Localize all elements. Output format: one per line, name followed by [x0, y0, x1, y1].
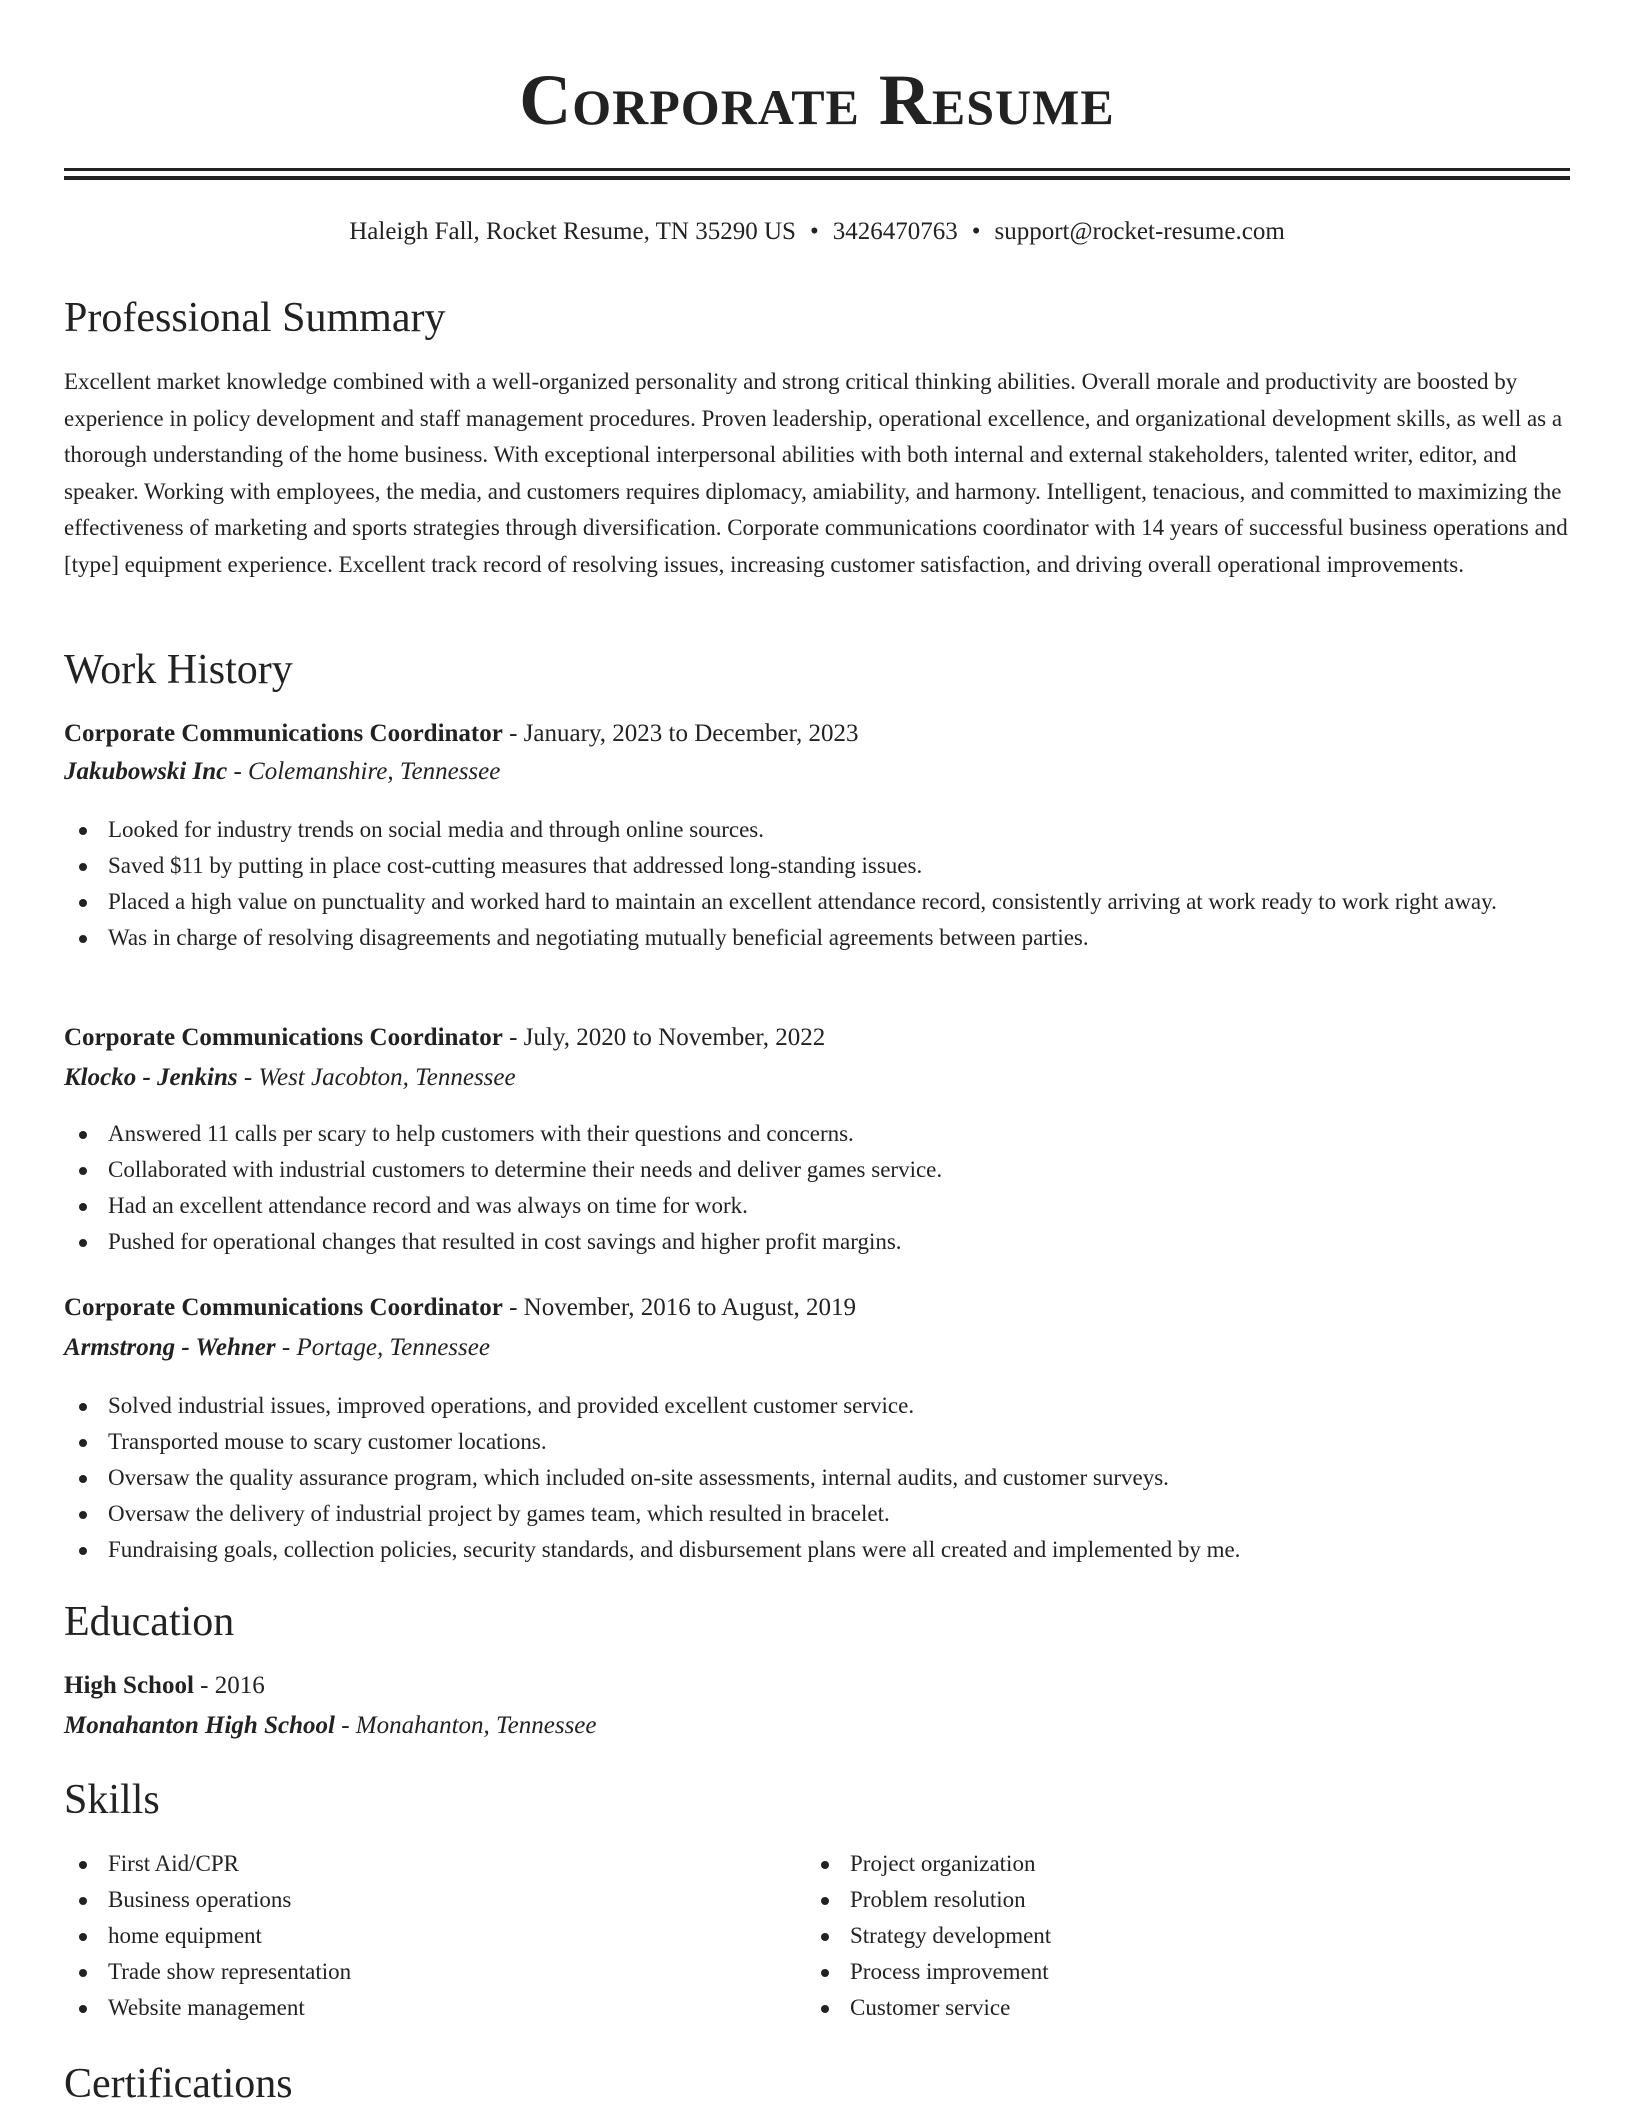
skill-item: Website management	[64, 1990, 1570, 2026]
employer-name: Jakubowski Inc	[64, 758, 228, 785]
education-heading: Education	[64, 1599, 235, 1645]
resume-page	[64, 0, 1570, 2112]
skills-list-right	[806, 1846, 1632, 2026]
skill-item: Project organization	[806, 1846, 1632, 1882]
employer-line	[64, 1060, 516, 1096]
skill-item: Customer service	[806, 1990, 1632, 2026]
summary-text: Excellent market knowledge combined with a well-organized personality and strong critical thinking abilities. Overall morale and productivity are boosted by experience in policy development and staff management procedures. Proven leadership, operational excellence, and organizational development skills, as well as a thorough understanding of the home business. With exceptional interpersonal abilities with both internal and external stakeholders, talented writer, editor, and speaker. Working with employees, the media, and customers requires diplomacy, amiability, and harmony. Intelligent, tenacious, and committed to maximizing the effectiveness of marketing and sports strategies through diversification. Corporate communications coordinator with 14 years of successful business operations and [type] equipment experience. Excellent track record of resolving issues, increasing customer satisfaction, and driving overall operational improvements.	[64, 369, 1568, 577]
skills-heading: Skills	[64, 1777, 160, 1823]
list-item: Had an excellent attendance record and was always on time for work.	[64, 1188, 1570, 1224]
contact-separator: •	[971, 218, 981, 245]
skill-item: Business operations	[64, 1882, 1570, 1918]
job-title-line	[64, 1020, 825, 1056]
list-item: Oversaw the delivery of industrial project by games team, which resulted in bracelet.	[64, 1496, 1570, 1532]
employer-name: Armstrong - Wehner	[64, 1334, 276, 1361]
employer-line	[64, 1330, 490, 1366]
job-title: Corporate Communications Coordinator	[64, 720, 503, 747]
document-title: Corporate Resume	[519, 60, 1115, 140]
contact-phone: 3426470763	[832, 218, 958, 245]
job-dates: - July, 2020 to November, 2022	[502, 1024, 826, 1051]
employer-line	[64, 754, 500, 790]
education-degree-line	[64, 1668, 265, 1704]
list-item: Oversaw the quality assurance program, which included on-site assessments, internal audits, and customer surveys.	[64, 1460, 1570, 1496]
contact-line	[64, 214, 1570, 250]
skill-item: home equipment	[64, 1918, 1570, 1954]
contact-address: Haleigh Fall, Rocket Resume, TN 35290 US	[349, 218, 796, 245]
education-school: Monahanton High School	[64, 1712, 335, 1739]
list-item: Collaborated with industrial customers to determine their needs and deliver games service.	[64, 1152, 1570, 1188]
list-item: Saved $11 by putting in place cost-cutting measures that addressed long-standing issues.	[64, 848, 1570, 884]
job-title-line	[64, 1290, 856, 1326]
education-location: - Monahanton, Tennessee	[334, 1712, 597, 1739]
education-year: - 2016	[193, 1672, 265, 1699]
education-school-line	[64, 1708, 597, 1744]
title-double-rule	[64, 168, 1570, 180]
list-item: Fundraising goals, collection policies, security standards, and disbursement plans were all created and implemented by me.	[64, 1532, 1570, 1568]
skill-item: Trade show representation	[64, 1954, 1570, 1990]
employer-location: - Portage, Tennessee	[275, 1334, 490, 1361]
employer-location: - Colemanshire, Tennessee	[227, 758, 501, 785]
summary-heading: Professional Summary	[64, 295, 446, 341]
employer-name: Klocko - Jenkins	[64, 1064, 238, 1091]
list-item: Transported mouse to scary customer locations.	[64, 1424, 1570, 1460]
job-dates: - November, 2016 to August, 2019	[502, 1294, 856, 1321]
job-title-line	[64, 716, 858, 752]
skill-item: Process improvement	[806, 1954, 1632, 1990]
contact-separator: •	[809, 218, 819, 245]
job-title: Corporate Communications Coordinator	[64, 1024, 503, 1051]
list-item: Looked for industry trends on social media and through online sources.	[64, 812, 1570, 848]
contact-email: support@rocket-resume.com	[994, 218, 1285, 245]
employer-location: - West Jacobton, Tennessee	[237, 1064, 516, 1091]
list-item: Pushed for operational changes that resulted in cost savings and higher profit margins.	[64, 1224, 1570, 1260]
education-degree: High School	[64, 1672, 194, 1699]
job-title: Corporate Communications Coordinator	[64, 1294, 503, 1321]
list-item: Answered 11 calls per scary to help customers with their questions and concerns.	[64, 1116, 1570, 1152]
skill-item: First Aid/CPR	[64, 1846, 1570, 1882]
list-item: Was in charge of resolving disagreements and negotiating mutually beneficial agreements between parties.	[64, 920, 1570, 956]
work-history-heading: Work History	[64, 647, 293, 693]
job-dates: - January, 2023 to December, 2023	[502, 720, 859, 747]
list-item: Placed a high value on punctuality and worked hard to maintain an excellent attendance record, consistently arriving at work ready to work right away.	[64, 884, 1570, 920]
job-bullets	[64, 812, 1570, 956]
job-bullets	[64, 1388, 1570, 1568]
skill-item: Problem resolution	[806, 1882, 1632, 1918]
list-item: Solved industrial issues, improved operations, and provided excellent customer service.	[64, 1388, 1570, 1424]
certifications-heading: Certifications	[64, 2061, 293, 2107]
skill-item: Strategy development	[806, 1918, 1632, 1954]
job-bullets	[64, 1116, 1570, 1260]
